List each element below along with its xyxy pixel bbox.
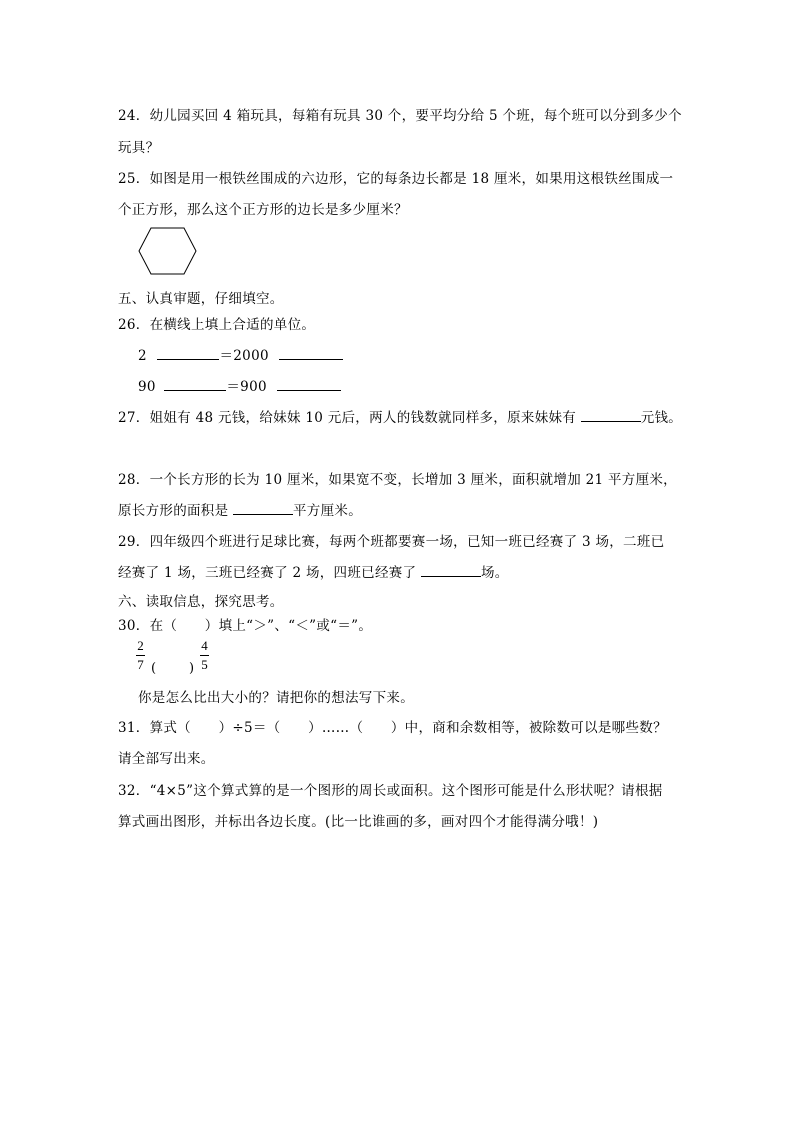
q28-text: 原长方形的面积是 [118, 503, 233, 519]
q29-text: 经赛了 1 场，三班已经赛了 2 场，四班已经赛了 [118, 565, 421, 581]
q31-line-1: 31．算式（ ）÷5＝（ ）……（ ）中，商和余数相等，被除数可以是哪些数？ [118, 720, 667, 736]
q28-blank[interactable] [233, 502, 293, 515]
q29-line-2 [118, 561, 509, 581]
q26-row2-number: 90 [138, 379, 156, 395]
q29-blank[interactable] [421, 564, 481, 577]
q30-subquestion: 你是怎么比出大小的？请把你的想法写下来。 [138, 690, 414, 706]
q26-row1-number: 2 [138, 348, 147, 364]
q25-line-2: 个正方形，那么这个正方形的边长是多少厘米？ [118, 202, 408, 218]
fraction-2-numerator: 4 [201, 638, 208, 653]
q31-line-2: 请全部写出来。 [118, 751, 215, 767]
q26-row1-blank-2[interactable] [279, 347, 343, 360]
fraction-four-fifths [200, 638, 209, 673]
q26-row-1 [138, 344, 343, 364]
fraction-2-denominator: 5 [201, 657, 208, 672]
q32-line-2: 算式画出图形，并标出各边长度。(比一比谁画的多，画对四个才能得满分哦！) [118, 814, 599, 830]
fraction-2-bar [200, 655, 209, 656]
q29-line-1: 29．四年级四个班进行足球比赛，每两个班都要赛一场，已知一班已经赛了 3 场，二班已 [118, 534, 665, 550]
q24-line-2: 玩具？ [118, 140, 160, 156]
compare-paren-left: ( [151, 661, 157, 676]
hexagon-figure [137, 226, 199, 276]
compare-paren-right: ) [189, 661, 195, 676]
fraction-two-sevenths [136, 638, 145, 673]
q26-text: 26．在横线上填上合适的单位。 [118, 317, 316, 333]
section-5-heading: 五、认真审题，仔细填空。 [118, 291, 284, 307]
section-6-heading: 六、读取信息，探究思考。 [118, 594, 284, 610]
q26-row2-blank-1[interactable] [164, 378, 226, 391]
q32-line-1: 32．“4×5”这个算式算的是一个图形的周长或面积。这个图形可能是什么形状呢？请根据 [118, 783, 663, 799]
q27-text: 27．姐姐有 48 元钱，给妹妹 10 元后，两人的钱数就同样多，原来妹妹有 [118, 410, 581, 426]
q29-suffix: 场。 [480, 565, 509, 581]
q28-suffix: 平方厘米。 [293, 503, 362, 519]
q24-line-1: 24．幼儿园买回 4 箱玩具，每箱有玩具 30 个，要平均分给 5 个班，每个班可以分到多少个 [118, 108, 682, 124]
q26-row1-equals: ＝2000 [219, 348, 269, 364]
q26-row2-equals: ＝900 [226, 379, 267, 395]
fraction-1-bar [136, 655, 145, 656]
q30-text: 30．在（ ）填上“＞”、“＜”或“＝”。 [118, 618, 373, 634]
q27-suffix: 元钱。 [640, 410, 683, 426]
q26-row1-blank-1[interactable] [157, 347, 219, 360]
q26-row-2 [138, 375, 341, 395]
fraction-1-numerator: 2 [137, 638, 144, 653]
q27-blank[interactable] [581, 409, 641, 422]
q28-line-1: 28．一个长方形的长为 10 厘米，如果宽不变，长增加 3 厘米，面积就增加 21 平方厘米， [118, 472, 677, 488]
q26-row2-blank-2[interactable] [277, 378, 341, 391]
fraction-1-denominator: 7 [137, 657, 144, 672]
q27-line [118, 406, 682, 426]
q28-line-2 [118, 499, 362, 519]
q25-line-1: 25．如图是用一根铁丝围成的六边形，它的每条边长都是 18 厘米，如果用这根铁丝围成一 [118, 171, 674, 187]
